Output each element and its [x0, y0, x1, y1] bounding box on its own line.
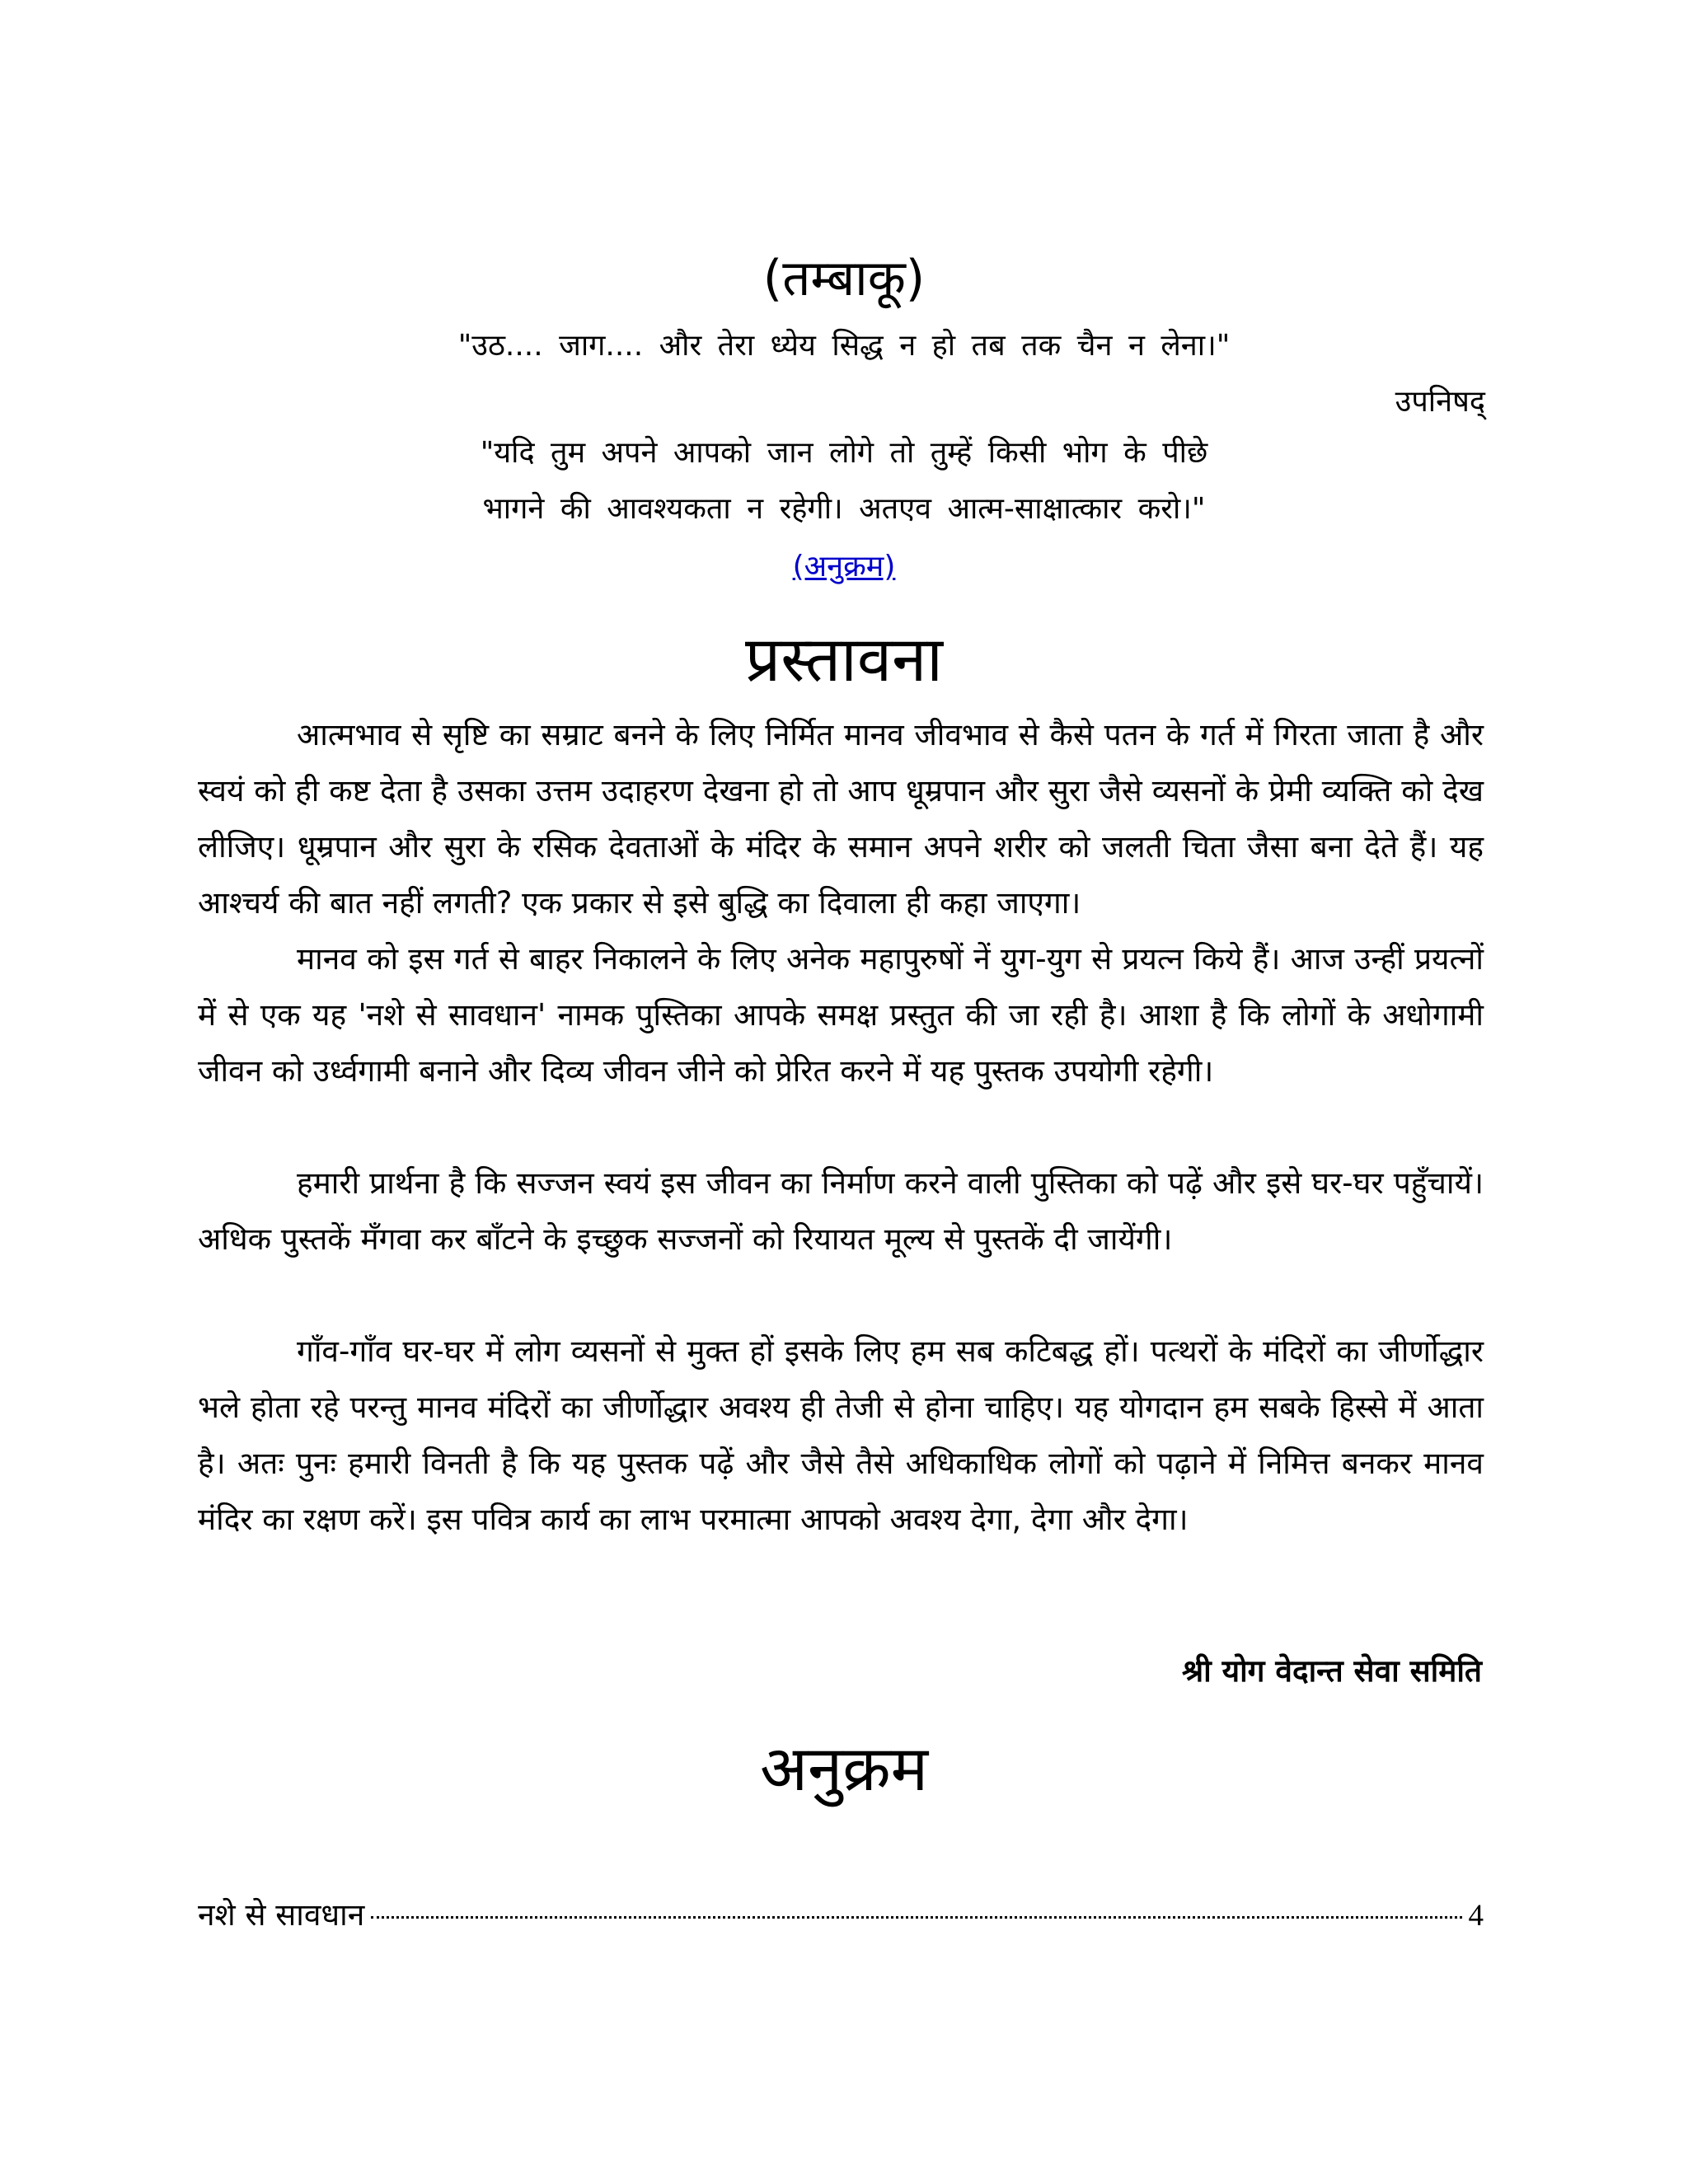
toc-entry-page: 4 [1468, 1899, 1484, 1933]
signature: श्री योग वेदान्त सेवा समिति [1181, 1653, 1482, 1689]
toc-entry-title: नशे से सावधान [198, 1897, 365, 1933]
self-realization-quote-line-1: "यदि तुम अपने आपको जान लोगे तो तुम्हें किसी भोग के पीछे [480, 436, 1208, 470]
preface-paragraph-2: मानव को इस गर्त से बाहर निकालने के लिए अनेक महापुरुषों नें युग-युग से प्रयत्न किये हैं। आज उन्हीं प्रयत्नों में से एक यह 'नशे से सावधान' नामक पुस्तिका आपके समक्ष प्रस्तुत की जा रही है। आशा है कि लोगों के अधोगामी जीवन को उर्ध्वगामी बनाने और दिव्य जीवन जीने को प्रेरित करने में यह पुस्तक उपयोगी रहेगी। [198, 941, 1484, 1089]
upanishad-quote: "उठ.... जाग.... और तेरा ध्येय सिद्ध न हो तब तक चैन न लेना।" [457, 329, 1231, 363]
quote-attribution: उपनिषद् [1395, 385, 1485, 419]
preface-paragraph-3: हमारी प्रार्थना है कि सज्जन स्वयं इस जीवन का निर्माण करने वाली पुस्तिका को पढ़ें और इसे घर-घर पहुँचायें। अधिक पुस्तकें मँगवा कर बाँटने के इच्छुक सज्जनों को रियायत मूल्य से पुस्तकें दी जायेंगी। [198, 1165, 1484, 1257]
preface-paragraph-4: गाँव-गाँव घर-घर में लोग व्यसनों से मुक्त हों इसके लिए हम सब कटिबद्ध हों। पत्थरों के मंदिरों का जीर्णोद्धार भले होता रहे परन्तु मानव मंदिरों का जीर्णोद्धार अवश्य ही तेजी से होना चाहिए। यह योगदान हम सबके हिस्से में आता है। अतः पुनः हमारी विनती है कि यह पुस्तक पढ़ें और जैसे तैसे अधिकाधिक लोगों को पढ़ाने में निमित्त बनकर मानव मंदिर का रक्षण करें। इस पवित्र कार्य का लाभ परमात्मा आपको अवश्य देगा, देगा और देगा। [198, 1333, 1484, 1537]
toc-entry[interactable] [198, 1892, 1484, 1939]
toc-heading: अनुक्रम [759, 1732, 929, 1805]
preface-paragraph-1: आत्मभाव से सृष्टि का सम्राट बनने के लिए निर्मित मानव जीवभाव से कैसे पतन के गर्त में गिरता जाता है और स्वयं को ही कष्ट देता है उसका उत्तम उदाहरण देखना हो तो आप धूम्रपान और सुरा जैसे व्यसनों के प्रेमी व्यक्ति को देख लीजिए। धूम्रपान और सुरा के रसिक देवताओं के मंदिर के समान अपने शरीर को जलती चिता जैसा बना देते हैं। यह आश्चर्य की बात नहीं लगती? एक प्रकार से इसे बुद्धि का दिवाला ही कहा जाएगा। [198, 717, 1484, 921]
self-realization-quote-line-2: भागने की आवश्यकता न रहेगी। अतएव आत्म-साक्षात्कार करो।" [482, 492, 1206, 526]
preface-heading: प्रस्तावना [745, 622, 943, 696]
toc-dot-leader [371, 1916, 1461, 1919]
toc-link[interactable]: (अनुक्रम) [792, 550, 896, 583]
tobacco-subtitle: (तम्बाकू) [762, 250, 926, 307]
